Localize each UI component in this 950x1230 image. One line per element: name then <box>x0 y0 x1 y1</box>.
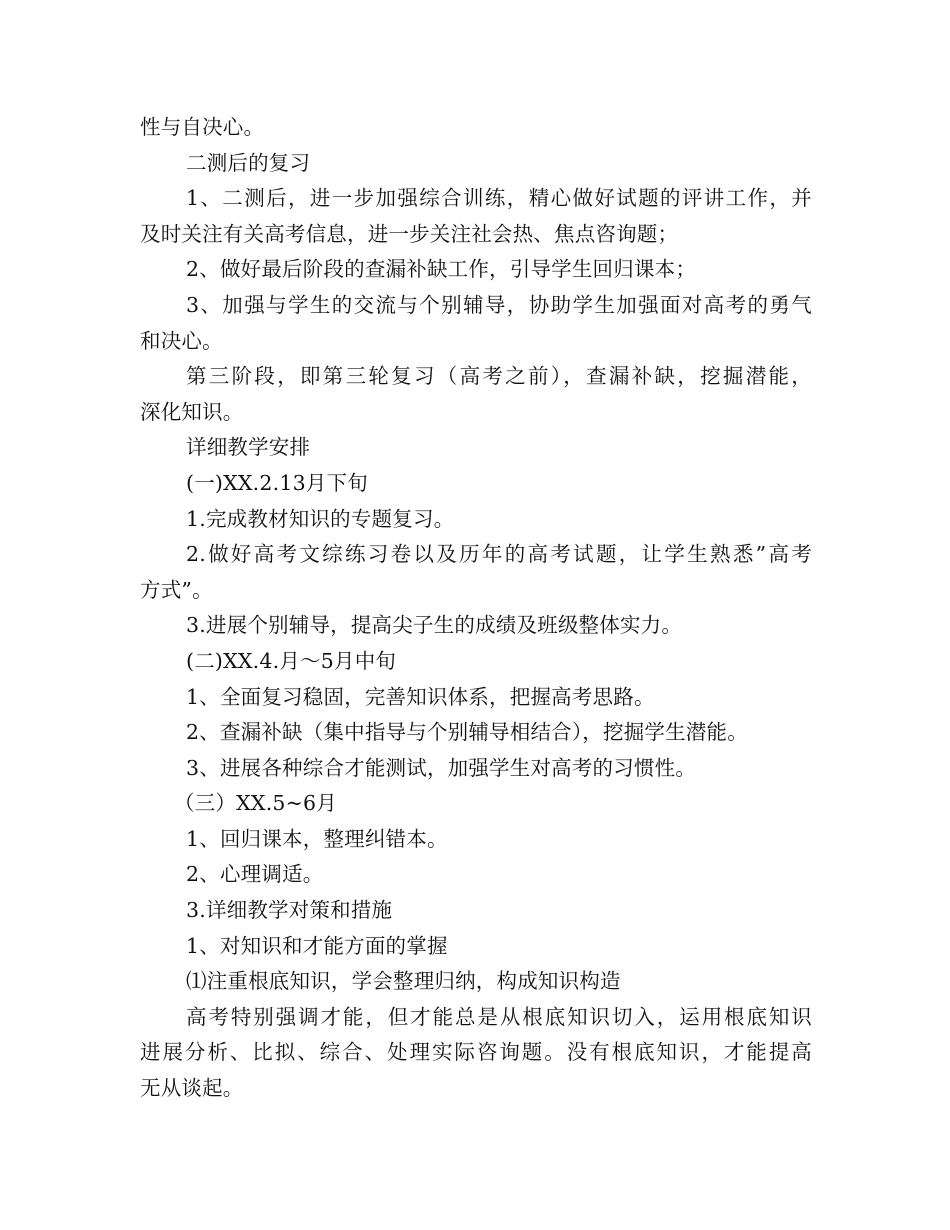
text-line: 1、对知识和才能方面的掌握 <box>186 933 448 958</box>
text-line: 高考特别强调才能，但才能总是从根底知识切入，运用根底知识 <box>186 1004 812 1029</box>
document-page <box>140 110 812 1107</box>
text-line: 2、做好最后阶段的查漏补缺工作，引导学生回归课本； <box>186 257 697 282</box>
section-heading: 二测后的复习 <box>186 150 311 175</box>
subsection-heading: (一)XX.2.13月下旬 <box>186 470 368 495</box>
text-line: 和决心。 <box>140 328 223 353</box>
text-line: 方式”。 <box>140 577 213 602</box>
text-line: 1、全面复习稳固，完善知识体系，把握高考思路。 <box>186 684 655 709</box>
text-line: 3.进展个别辅导，提高尖子生的成绩及班级整体实力。 <box>186 613 683 638</box>
text-line: 深化知识。 <box>140 399 244 424</box>
text-line: 进展分析、比拟、综合、处理实际咨询题。没有根底知识，才能提高 <box>140 1040 812 1065</box>
section-heading: 3.详细教学对策和措施 <box>186 898 393 923</box>
section-heading: 详细教学安排 <box>186 435 311 460</box>
text-line: ⑴注重根底知识，学会整理归纳，构成知识构造 <box>186 969 621 994</box>
text-line: 3、进展各种综合才能测试，加强学生对高考的习惯性。 <box>186 755 697 780</box>
text-line: 第三阶段，即第三轮复习（高考之前），查漏补缺，挖掘潜能， <box>186 364 812 389</box>
text-line: 1、回归课本，整理纠错本。 <box>186 826 448 851</box>
text-line: 性与自决心。 <box>140 115 265 139</box>
subsection-heading: （三）XX.5~6月 <box>174 791 337 816</box>
text-line: 2、心理调适。 <box>186 862 324 887</box>
subsection-heading: (二)XX.4.月～5月中旬 <box>186 648 397 673</box>
text-line: 2、查漏补缺（集中指导与个别辅导相结合），挖掘学生潜能。 <box>186 720 748 745</box>
text-line: 无从谈起。 <box>140 1076 244 1101</box>
text-line: 1、二测后，进一步加强综合训练，精心做好试题的评讲工作，并 <box>186 186 812 211</box>
text-line: 及时关注有关高考信息，进一步关注社会热、焦点咨询题； <box>140 221 679 246</box>
text-line: 1.完成教材知识的专题复习。 <box>186 506 455 531</box>
text-line: 3、加强与学生的交流与个别辅导，协助学生加强面对高考的勇气 <box>186 292 812 317</box>
text-line: 2.做好高考文综练习卷以及历年的高考试题，让学生熟悉”高考 <box>186 542 812 567</box>
